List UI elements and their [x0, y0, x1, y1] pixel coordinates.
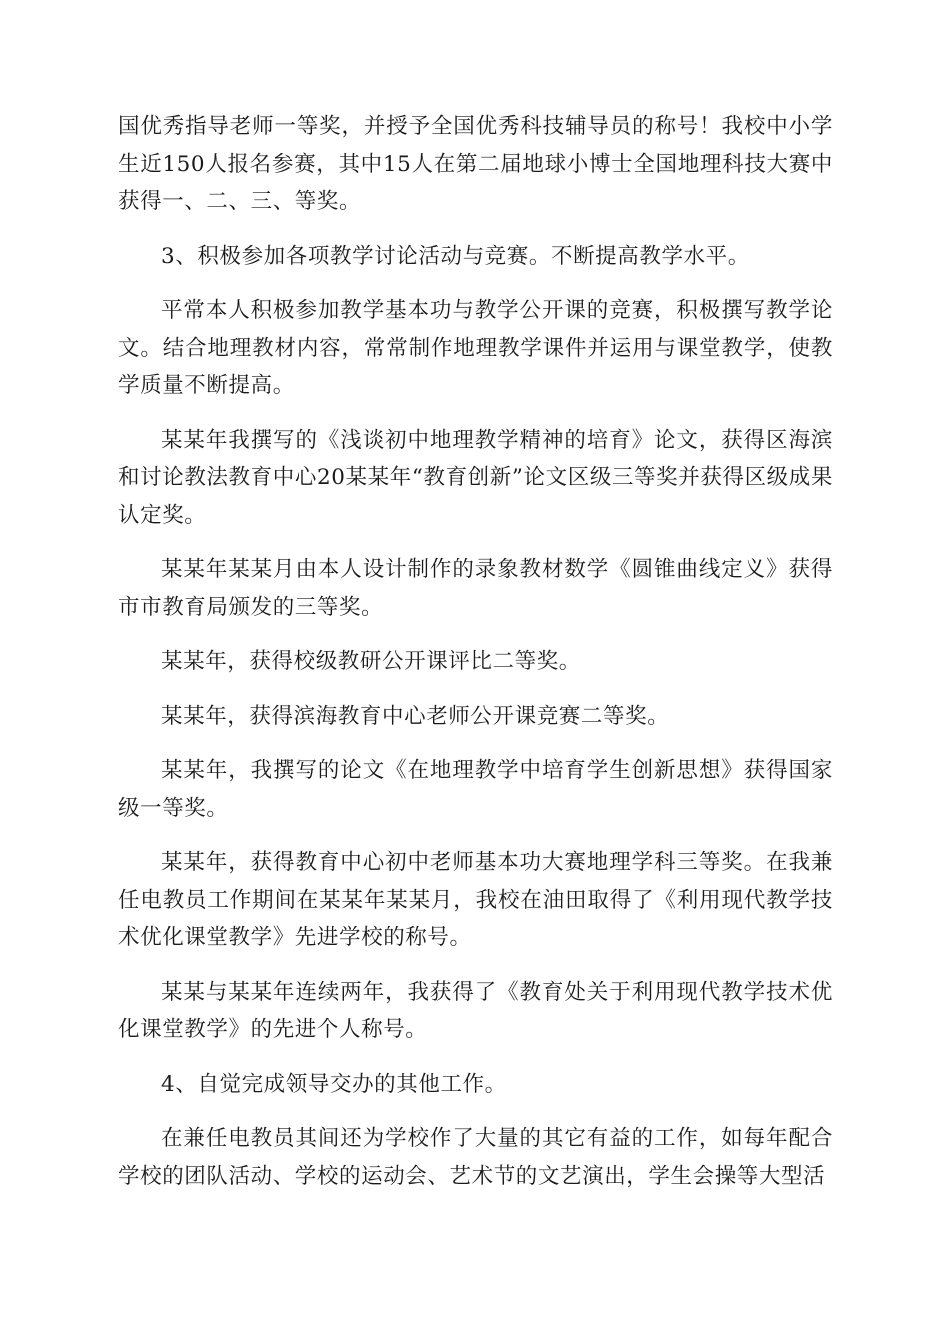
document-body: [118, 108, 833, 1212]
paragraph: 某某年，我撰写的论文《在地理教学中培育学生创新思想》获得国家级一等奖。: [118, 758, 833, 821]
paragraph-heading-4: 4、自觉完成领导交办的其他工作。: [161, 1071, 507, 1097]
paragraph: 某某与某某年连续两年，我获得了《教育处关于利用现代教学技术优化课堂教学》的先进个人称号。: [118, 979, 833, 1042]
paragraph-continued: 国优秀指导老师一等奖，并授予全国优秀科技辅导员的称号！我校中小学生近150人报名参赛，其中15人在第二届地球小博士全国地理科技大赛中获得一、二、三、等奖。: [118, 114, 833, 214]
paragraph: 某某年，获得滨海教育中心老师公开课竞赛二等奖。: [161, 703, 670, 729]
paragraph: 某某年，获得校级教研公开课评比二等奖。: [161, 649, 581, 674]
paragraph: 某某年某某月由本人设计制作的录象教材数学《圆锥曲线定义》获得市市教育局颁发的三等奖。: [118, 557, 833, 620]
paragraph-heading-3: 3、积极参加各项教学讨论活动与竞赛。不断提高教学水平。: [161, 243, 750, 269]
paragraph: 某某年我撰写的《浅谈初中地理教学精神的培育》论文，获得区海滨和讨论教法教育中心20某某年“教育创新”论文区级三等奖并获得区级成果认定奖。: [118, 427, 833, 528]
paragraph: 某某年，获得教育中心初中老师基本功大赛地理学科三等奖。在我兼任电教员工作期间在某某年某某月，我校在油田取得了《利用现代教学技术优化课堂教学》先进学校的称号。: [118, 850, 833, 950]
paragraph: 在兼任电教员其间还为学校作了大量的其它有益的工作，如每年配合学校的团队活动、学校的运动会、艺术节的文艺演出，学生会操等大型活: [118, 1126, 833, 1189]
paragraph: 平常本人积极参加教学基本功与教学公开课的竞赛，积极撰写教学论文。结合地理教材内容，常常制作地理教学课件并运用与课堂教学，使教学质量不断提高。: [118, 298, 833, 398]
